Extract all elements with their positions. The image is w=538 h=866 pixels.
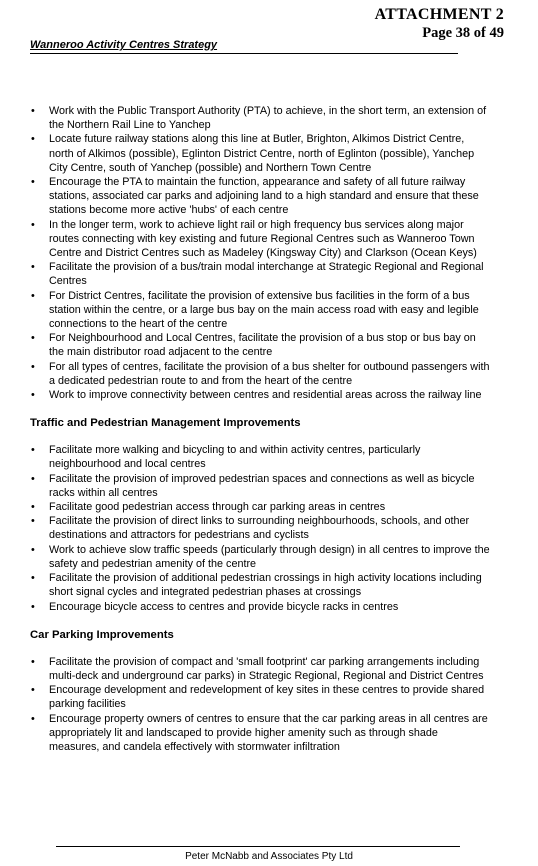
- list-item: • Work to achieve slow traffic speeds (particularly through design) in all centres to improve the safety and pedestrian amenity of the centre: [30, 543, 490, 571]
- list-item: • For District Centres, facilitate the provision of extensive bus facilities in the form of a bus station within the centre, or a large bus bay on the main access road with easy and legible connections to the heart of the centre: [30, 289, 490, 332]
- footer-company: Peter McNabb and Associates Pty Ltd: [185, 851, 353, 862]
- list-item: • For all types of centres, facilitate the provision of a bus shelter for outbound passengers with a dedicated pedestrian route to and from the heart of the centre: [30, 360, 490, 388]
- section-heading-traffic: Traffic and Pedestrian Management Improvements: [30, 417, 301, 430]
- parking-bullet-list: [30, 655, 490, 754]
- document-title: Wanneroo Activity Centres Strategy: [30, 39, 218, 51]
- list-item: • Encourage development and redevelopment of key sites in these centres to provide shared parking facilities: [30, 683, 490, 711]
- page-number: Page 38 of 49: [422, 25, 504, 41]
- list-item: • In the longer term, work to achieve light rail or high frequency bus services along major routes connecting with key existing and future Regional Centres such as Wanneroo Town Centre and District Centres such as Madeley (Kingsway City) and Clarkson (Ocean Keys): [30, 218, 490, 261]
- list-item: • Encourage the PTA to maintain the function, appearance and safety of all future railway stations, associated car parks and adjoining land to a high standard and ensure that these stations become more active 'hubs' of each centre: [30, 175, 490, 218]
- list-item: • Facilitate the provision of direct links to surrounding neighbourhoods, schools, and other destinations and attractors for pedestrians and cyclists: [30, 514, 490, 542]
- footer-divider: [56, 846, 460, 847]
- list-item: • Locate future railway stations along this line at Butler, Brighton, Alkimos District Centre, north of Alkimos (possible), Eglinton District Centre, north of Eglinton (possible), Yanchep City Centre, south of Yanchep (possible) and Northern Town Centre: [30, 132, 490, 175]
- transport-bullet-list: [30, 104, 490, 402]
- list-item: • Work with the Public Transport Authority (PTA) to achieve, in the short term, an extension of the Northern Rail Line to Yanchep: [30, 104, 490, 132]
- list-item: • Work to improve connectivity between centres and residential areas across the railway line: [30, 388, 490, 402]
- list-item: • Facilitate the provision of a bus/train modal interchange at Strategic Regional and Regional Centres: [30, 260, 490, 288]
- list-item: • Facilitate the provision of additional pedestrian crossings in high activity locations including short signal cycles and integrated pedestrian phases at crossings: [30, 571, 490, 599]
- attachment-stamp: [375, 6, 504, 42]
- attachment-label: ATTACHMENT 2: [374, 6, 504, 23]
- list-item: • Facilitate the provision of compact and 'small footprint' car parking arrangements including multi-deck and underground car parks) in Strategic Regional, Regional and District Centres: [30, 655, 490, 683]
- section-heading-parking: Car Parking Improvements: [30, 628, 174, 641]
- list-item: • Facilitate the provision of improved pedestrian spaces and connections as well as bicycle racks within all centres: [30, 472, 490, 500]
- list-item: • Encourage bicycle access to centres and provide bicycle racks in centres: [30, 600, 490, 614]
- list-item: • Encourage property owners of centres to ensure that the car parking areas in all centres are appropriately lit and landscaped to provide higher amenity such as through shade measures, and candela effectively with stormwater infiltration: [30, 712, 490, 755]
- list-item: • Facilitate more walking and bicycling to and within activity centres, particularly neighbourhood and local centres: [30, 443, 490, 471]
- list-item: • Facilitate good pedestrian access through car parking areas in centres: [30, 500, 490, 514]
- list-item: • For Neighbourhood and Local Centres, facilitate the provision of a bus stop or bus bay on the main distributor road adjacent to the centre: [30, 331, 490, 359]
- traffic-bullet-list: [30, 443, 490, 613]
- document-body: [30, 104, 490, 754]
- header-divider: [30, 53, 458, 54]
